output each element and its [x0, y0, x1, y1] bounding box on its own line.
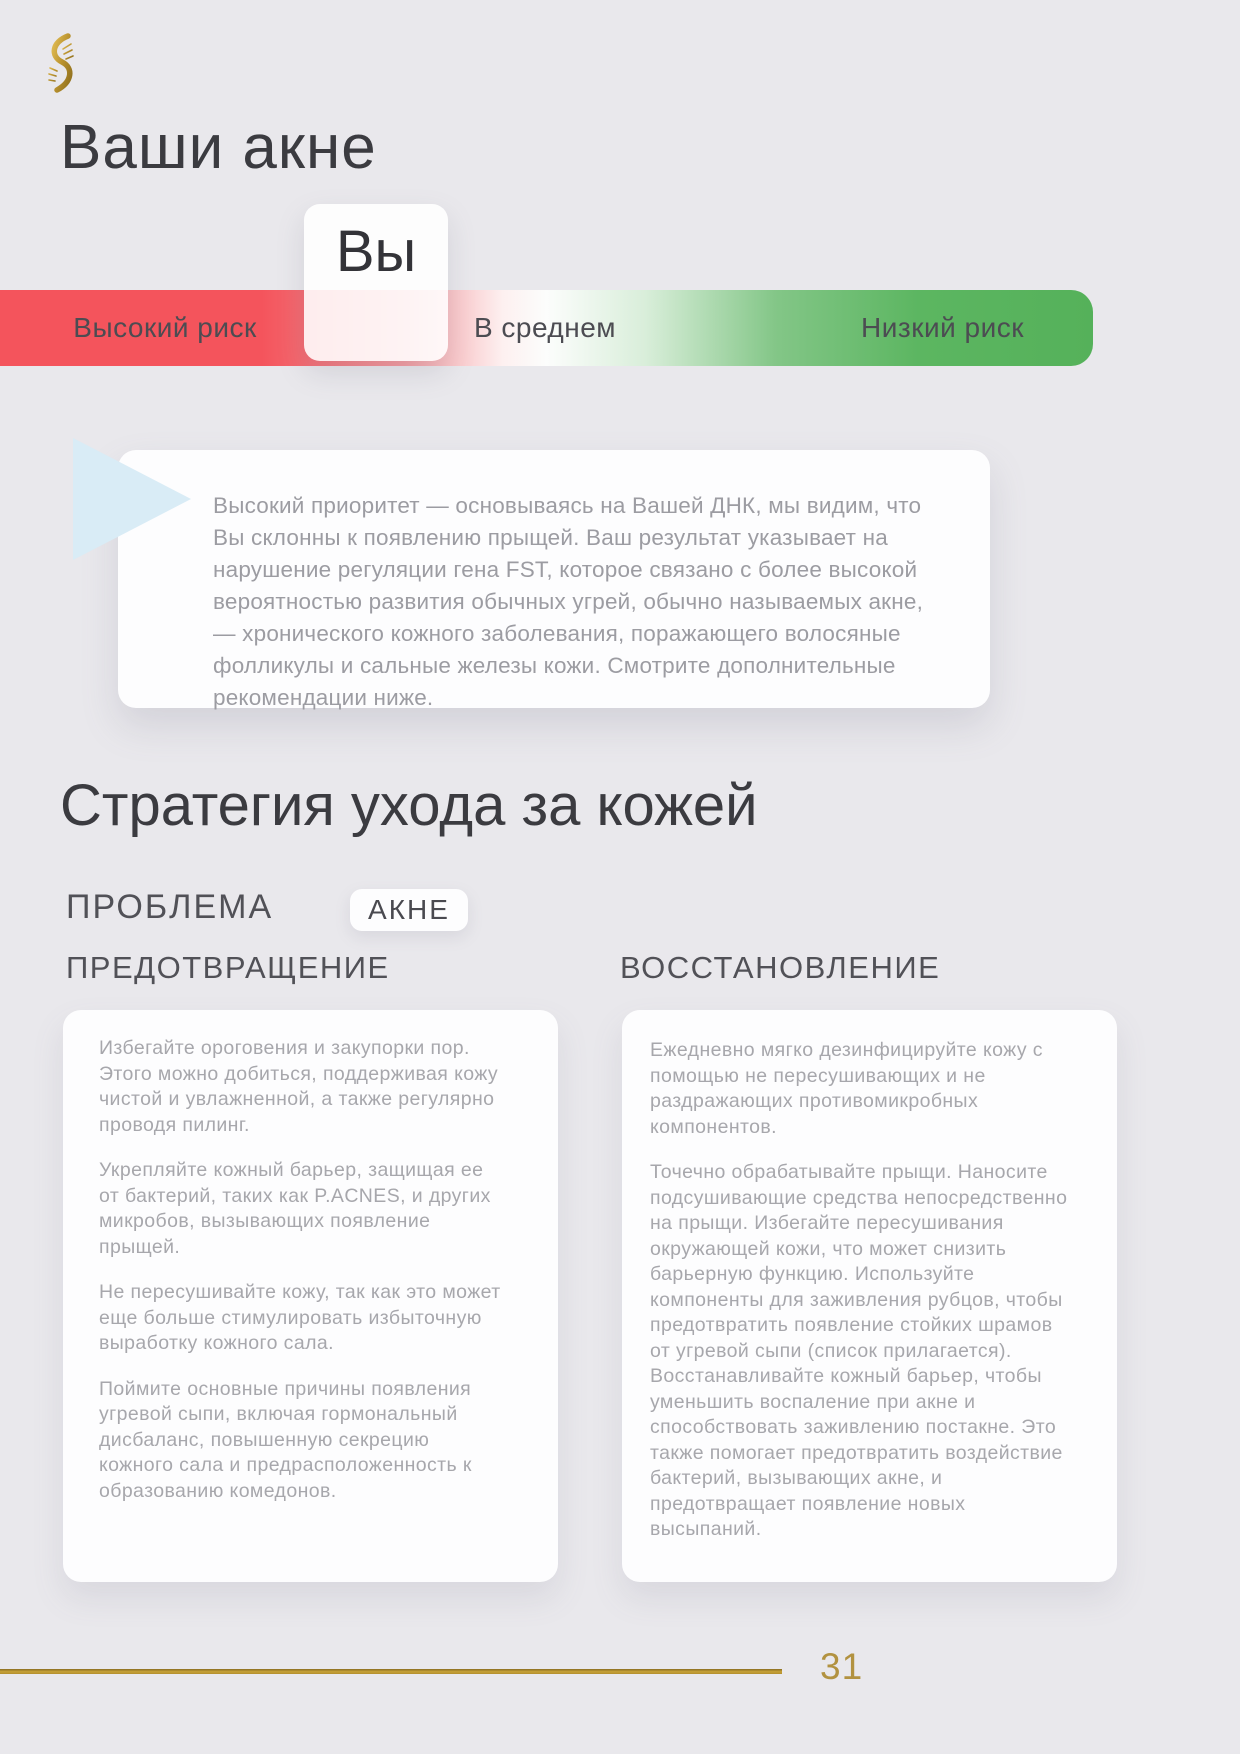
risk-label-medium: В среднем [473, 312, 617, 343]
dna-logo-icon [44, 30, 78, 96]
footer-accent-line [0, 1669, 782, 1674]
section-title: Стратегия ухода за кожей [60, 773, 758, 838]
callout-text: Высокий приоритет — основываясь на Вашей ДНК, мы видим, что Вы склонны к появлению прыщей. Ваш результат указывает на нарушение регуляции гена FST, которое связано с более высокой вероятностью развития обычных угрей, обычно называемых акне, — хронического кожного заболевания, поражающего волосяные фолликулы и сальные железы кожи. Смотрите дополнительные рекомендации ниже. [213, 493, 924, 710]
risk-marker-label: Вы [335, 219, 417, 284]
card-paragraph: Не пересушивайте кожу, так как это может еще больше стимулировать избыточную выработку кожного сала. [99, 1281, 501, 1354]
page-number: 31 [820, 1646, 864, 1687]
column-heading-prevention: ПРЕДОТВРАЩЕНИЕ [66, 950, 390, 985]
card-paragraph: Поймите основные причины появления угревой сыпи, включая гормональный дисбаланс, повышенную секрецию кожного сала и предрасположенность к образованию комедонов. [99, 1377, 472, 1502]
risk-label-low: Низкий риск [861, 312, 1024, 343]
column-heading-restoration: ВОССТАНОВЛЕНИЕ [620, 950, 941, 985]
restoration-card [622, 1010, 1117, 1582]
risk-marker [304, 204, 448, 361]
risk-label-high: Высокий риск [73, 312, 257, 343]
card-paragraph: Избегайте ороговения и закупорки пор. Этого можно добиться, поддерживая кожу чистой и увлажненной, а также регулярно проводя пилинг. [99, 1037, 499, 1136]
card-paragraph: Ежедневно мягко дезинфицируйте кожу с помощью не пересушивающих и не раздражающих противомикробных компонентов. [650, 1039, 1043, 1138]
callout-card [118, 450, 990, 708]
risk-gradient-bar [0, 290, 1093, 366]
card-paragraph: Точечно обрабатывайте прыщи. Наносите подсушивающие средства непосредственно на прыщи. Избегайте пересушивания окружающей кожи, что может снизить барьерную функцию. Используйте компоненты для заживления рубцов, чтобы предотвратить появление стойких шрамов от угревой сыпи (список прилагается). Восстанавливайте кожный барьер, чтобы уменьшить воспаление при акне и способствовать заживлению постакне. Это также помогает предотвратить воздействие бактерий, вызывающих акне, и предотвращает появление новых высыпаний. [650, 1161, 1068, 1540]
prevention-card [63, 1010, 558, 1582]
card-paragraph: Укрепляйте кожный барьер, защищая ее от бактерий, таких как P.ACNES, и других микробов, вызывающих появление прыщей. [99, 1159, 491, 1258]
problem-label: ПРОБЛЕМА [66, 888, 274, 926]
page-title: Ваши акне [60, 113, 377, 182]
problem-value-badge: АКНЕ [350, 889, 468, 931]
